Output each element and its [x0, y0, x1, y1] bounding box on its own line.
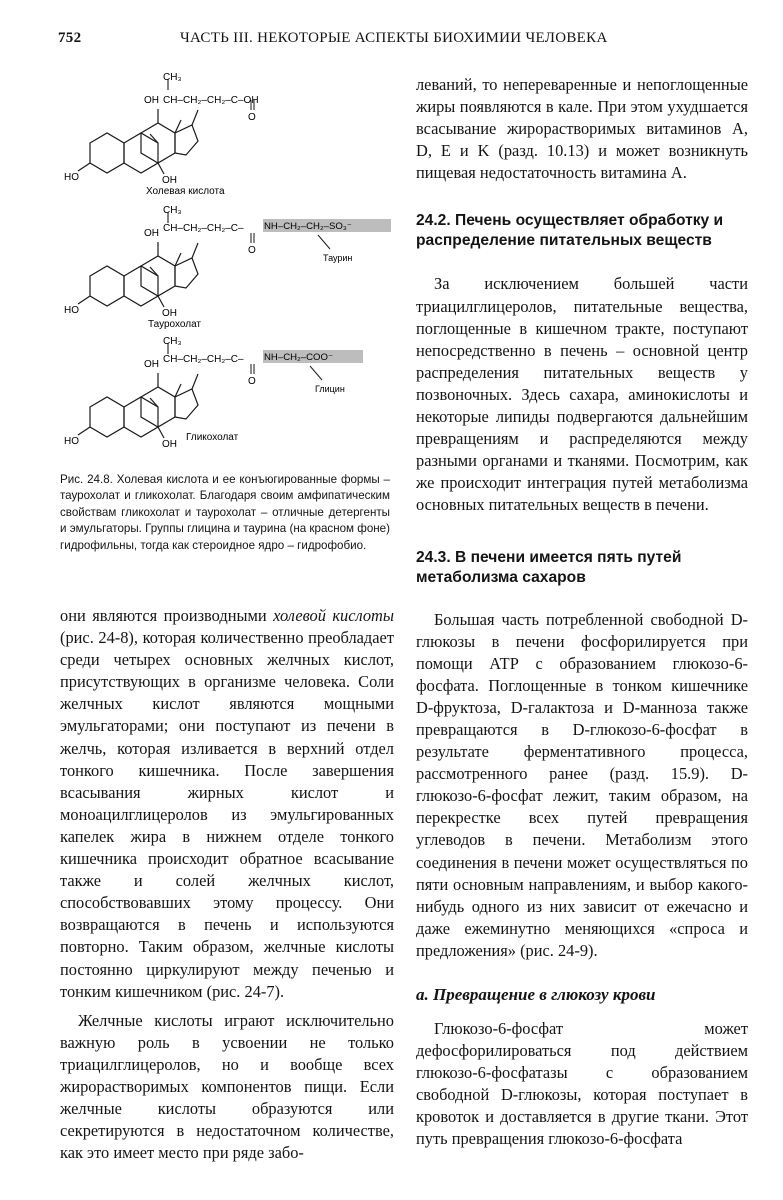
- carbonyl-label: O: [248, 245, 256, 256]
- oh-label: OH: [144, 228, 159, 239]
- methyl-label: CH₃: [163, 205, 182, 216]
- ho-label: HO: [64, 305, 79, 316]
- section-heading-24-2: 24.2. Печень осуществляет обработку и распределение питательных веществ: [416, 212, 724, 250]
- paragraph-text: они являются производными: [60, 606, 274, 625]
- section-heading-24-3: 24.3. В печени имеется пять путей метаболизма сахаров: [416, 548, 682, 586]
- bile-acid-structures: [60, 70, 394, 470]
- molecule-glycocholate: [64, 336, 363, 450]
- ho-label: HO: [64, 172, 79, 183]
- page-number: 752: [58, 30, 82, 46]
- emphasis-term: холевой кислоты: [273, 606, 394, 625]
- figure-caption: Рис. 24.8. Холевая кислота и ее конъюгированные формы – таурохолат и гликохолат. Благодаря своим амфипатическим свойствам гликохолат и таурохолат – отличные детергенты и эмульгаторы. Группы глицина и таурина (на красном фоне) гидрофильны, тогда как стероидное ядро – гидрофобио.: [60, 473, 390, 552]
- oh-label: OH: [162, 439, 177, 450]
- paragraph: Глюкозо-6-фосфат может дефосфорилироваться под действием глюкозо-6-фосфатазы с образованием свободной D-глюкозы, которая поступает в кровоток и доставляется в другие ткани. Этот путь превращения глюкозо-6-фосфата: [416, 1019, 748, 1149]
- figure-bile-acids: [60, 70, 394, 470]
- paragraph: Желчные кислоты играют исключительно важную роль в усвоении не только триацилглицеролов, но и вообще всех жирорастворимых компонентов пищи. Если желчные кислоты образуются или секретируются в недостаточном количестве, как это имеет место при ряде забо-: [60, 1010, 394, 1163]
- ho-label: HO: [64, 436, 79, 447]
- conjugate-label: Таурин: [323, 253, 353, 263]
- oh-label: OH: [162, 175, 177, 186]
- side-chain-label: CH–CH₂–CH₂–C–OH: [163, 95, 259, 106]
- side-chain-label: CH–CH₂–CH₂–C–: [163, 223, 244, 234]
- oh-label: OH: [162, 308, 177, 319]
- taurine-group-label: NH–CH₂–CH₂–SO₃⁻: [264, 221, 352, 232]
- molecule-taurocholate: [64, 205, 391, 330]
- oh-label: OH: [144, 95, 159, 106]
- carbonyl-label: O: [248, 376, 256, 387]
- glycine-group-label: NH–CH₂–COO⁻: [264, 352, 334, 363]
- oh-label: OH: [144, 359, 159, 370]
- paragraph: леваний, то непереваренные и непоглощенные жиры появляются в кале. При этом ухудшается всасывание жирорастворимых витаминов A, D, E и K (разд. 10.13) и может возникнуть пищевая недостаточность витамина A.: [416, 75, 748, 183]
- right-column: [416, 74, 748, 1151]
- carbonyl-label: O: [248, 112, 256, 123]
- molecule-cholic-acid: [64, 72, 259, 197]
- subsection-heading-a: а. Превращение в глюкозу крови: [416, 985, 656, 1004]
- conjugate-label: Глицин: [315, 384, 345, 394]
- molecule-name: Гликохолат: [186, 432, 239, 443]
- paragraph: [60, 605, 394, 1003]
- running-head: [58, 30, 748, 54]
- methyl-label: CH₃: [163, 72, 182, 83]
- methyl-label: CH₃: [163, 336, 182, 347]
- paragraph-text: (рис. 24-8), которая количественно преобладает среди четырех основных желчных кислот, присутствующих в организме человека. Соли желчных кислот являются мощными эмульгаторами; они поступают из печени в желчь, которая изливается в верхний отдел тонкого кишечника. После завершения всасывания жирных кислот и моноацилглицеролов из эмульгированных капелек жира в нижнем отделе тонкого кишечника происходит обратное всасывание также и солей желчных кислот, способствовавших этому процессу. Они возвращаются в печень и используются повторно. Таким образом, желчные кислоты постоянно циркулируют между печенью и тонким кишечником (рис. 24-7).: [60, 628, 394, 1001]
- side-chain-label: CH–CH₂–CH₂–C–: [163, 354, 244, 365]
- paragraph: За исключением большей части триацилглицеролов, питательные вещества, поглощенные в кишечном тракте, поступают непосредственно в печень – основной центр распределения питательных веществ у позвоночных. Здесь сахара, аминокислоты и некоторые липиды подвергаются дальнейшим превращениям и распределяются между разными органами и тканями. Посмотрим, как же происходит интеграция путей метаболизма основных питательных веществ в печени.: [416, 274, 748, 515]
- left-column: [60, 605, 394, 1164]
- paragraph: Большая часть потребленной свободной D-глюкозы в печени фосфорилируется при помощи АТР с образованием глюкозо-6-фосфата. Поглощенные в тонком кишечнике D-фруктоза, D-галактоза и D-манноза также превращаются в D-глюкозо-6-фосфат в результате ферментативного процесса, рассмотренного ранее (разд. 15.9). D-глюкозо-6-фосфат лежит, таким образом, на перекрестке всех путей превращения углеводов в печени. Метаболизм этого соединения в печени может осуществляться по пяти основным направлениям, и выбор какого-нибудь одного из них зависит от ежечасно и даже ежеминутно меняющихся «спроса и предложения» (рис. 24-9).: [416, 609, 748, 960]
- molecule-name: Холевая кислота: [146, 186, 225, 197]
- molecule-name: Таурохолат: [148, 319, 201, 330]
- running-title: ЧАСТЬ III. НЕКОТОРЫЕ АСПЕКТЫ БИОХИМИИ ЧЕЛОВЕКА: [180, 30, 608, 46]
